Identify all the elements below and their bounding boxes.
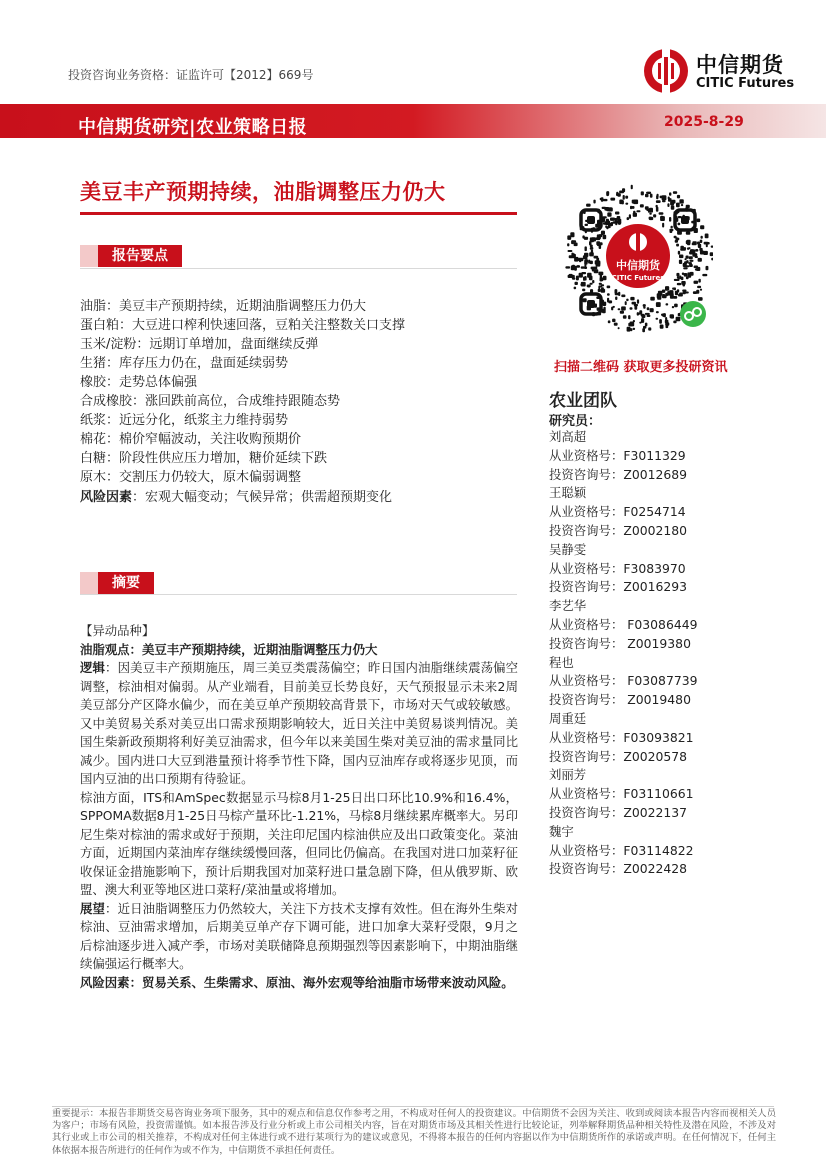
team-line: 王聪颖 bbox=[549, 485, 587, 501]
team-line: 投资咨询号：Z0002180 bbox=[549, 522, 688, 538]
team-line: 吴静雯 bbox=[549, 541, 587, 557]
team-line: 刘丽芳 bbox=[549, 767, 587, 783]
qr-caption: 扫描二维码 获取更多投研资讯 bbox=[554, 360, 728, 375]
key-points-tab: 报告要点 bbox=[80, 245, 182, 267]
key-point-item bbox=[80, 449, 327, 468]
team-subtitle: 研究员： bbox=[549, 414, 602, 429]
team-line: 魏宇 bbox=[549, 823, 574, 839]
team-list bbox=[549, 428, 697, 879]
license-text: 投资咨询业务资格：证监许可【2012】669号 bbox=[68, 68, 314, 82]
key-point-label: 合成橡胶： bbox=[80, 394, 146, 409]
team-title: 农业团队 bbox=[549, 391, 617, 411]
banner-title: 中信期货研究|农业策略日报 bbox=[78, 117, 308, 138]
key-point-item bbox=[80, 335, 318, 354]
logic-label: 逻辑 bbox=[80, 660, 106, 675]
key-point-label: 玉米/淀粉： bbox=[80, 337, 150, 352]
team-line: 投资咨询号： Z0019480 bbox=[549, 692, 691, 708]
key-point-text: 美豆丰产预期持续，近期油脂调整压力仍大 bbox=[119, 299, 367, 314]
key-point-label: 白糖： bbox=[80, 451, 120, 466]
team-line: 投资咨询号：Z0022137 bbox=[549, 804, 688, 820]
team-line: 从业资格号：F03093821 bbox=[549, 729, 694, 745]
section-divider bbox=[80, 594, 517, 595]
key-point-label: 棉花： bbox=[80, 432, 120, 447]
key-point-item bbox=[80, 430, 301, 449]
team-line: 从业资格号：F3011329 bbox=[549, 447, 686, 463]
citic-logo-icon bbox=[642, 47, 690, 95]
team-line: 李艺华 bbox=[549, 598, 587, 614]
team-line: 从业资格号：F3083970 bbox=[549, 560, 686, 576]
view-label: 油脂观点： bbox=[80, 641, 142, 657]
key-point-item bbox=[80, 392, 340, 411]
abstract-tab: 摘要 bbox=[80, 572, 154, 594]
key-point-label: 油脂： bbox=[80, 299, 120, 314]
team-line: 投资咨询号：Z0016293 bbox=[549, 579, 688, 595]
key-point-item bbox=[80, 411, 288, 430]
key-point-label: 生猪： bbox=[80, 356, 120, 371]
abstract-view bbox=[80, 641, 518, 660]
report-date: 2025-8-29 bbox=[664, 114, 744, 130]
team-line: 从业资格号： F03087739 bbox=[549, 673, 698, 689]
qr-center-en: CITIC Futures bbox=[611, 274, 665, 282]
disclaimer: 重要提示：本报告非期货交易咨询业务项下服务，其中的观点和信息仅作参考之用，不构成对任何人的投资建议。中信期货不会因为关注、收到或阅读本报告内容而视相关人员为客户；市场有风险，投资需谨慎。如本报告涉及行业分析或上市公司相关内容，旨在对期货市场及其相关性进行比较论证，列举解释期货品种相关特性及潜在风险，不涉及对其行业或上市公司的相关推荐，不构成对任何主体进行或不进行某项行为的建议或意见，不得将本报告的任何内容据以作为中信期货所作的承诺或声明。在任何情况下，任何主体依据本报告所进行的任何作为或不作为，中信期货不承担任何责任。 bbox=[52, 1108, 776, 1156]
headline-underline bbox=[80, 212, 517, 215]
key-points-risk bbox=[80, 488, 392, 507]
key-point-label: 蛋白粕： bbox=[80, 318, 133, 333]
footer-divider bbox=[52, 1106, 774, 1107]
key-point-text: 远期订单增加，盘面继续反弹 bbox=[149, 337, 319, 352]
team-line: 从业资格号：F0254714 bbox=[549, 504, 686, 520]
report-headline: 美豆丰产预期持续，油脂调整压力仍大 bbox=[80, 180, 446, 204]
key-point-item bbox=[80, 373, 197, 392]
abstract-body bbox=[80, 622, 518, 992]
team-line: 投资咨询号：Z0020578 bbox=[549, 748, 688, 764]
key-point-text: 交割压力仍较大，原木偏弱调整 bbox=[119, 470, 302, 485]
abstract-logic bbox=[80, 659, 518, 789]
key-point-text: 走势总体偏强 bbox=[119, 375, 198, 390]
team-line: 从业资格号： F03086449 bbox=[549, 616, 698, 632]
key-point-label: 原木： bbox=[80, 470, 120, 485]
key-point-item bbox=[80, 468, 301, 487]
team-line: 程也 bbox=[549, 654, 574, 670]
risk-label: 风险因素 bbox=[80, 490, 133, 505]
key-point-text: 阶段性供应压力增加，糖价延续下跌 bbox=[119, 451, 328, 466]
key-point-label: 橡胶： bbox=[80, 375, 120, 390]
section-divider bbox=[80, 268, 517, 269]
view-text: 美豆丰产预期持续，近期油脂调整压力仍大 bbox=[141, 641, 378, 657]
team-line: 投资咨询号：Z0022428 bbox=[549, 861, 688, 877]
qr-center-cn: 中信期货 bbox=[616, 259, 660, 272]
abstract-risk-label: 风险因素 bbox=[80, 974, 130, 990]
key-point-text: 棉价窄幅波动，关注收购预期价 bbox=[119, 432, 302, 447]
key-point-item bbox=[80, 297, 366, 316]
team-line: 从业资格号：F03110661 bbox=[549, 786, 694, 802]
team-line: 从业资格号：F03114822 bbox=[549, 842, 694, 858]
company-logo bbox=[642, 47, 802, 97]
outlook-label: 展望 bbox=[80, 900, 106, 916]
qr-code[interactable] bbox=[563, 166, 713, 346]
logic-text: ：因美豆丰产预期施压，周三美豆类震荡偏空；昨日国内油脂继续震荡偏空调整，棕油相对偏弱。从产业端看，目前美豆长势良好，天气预报显示未来2周美豆部分产区降水偏少，而在美豆单产预期较高背景下，市场对天气或较敏感。又中美贸易关系对美豆出口需求预期影响较大，近日关注中美贸易谈判情况。美国生柴新政预期将利好美豆油需求，但今年以来美国生柴对美豆油的需求量同比减少。国内进口大豆到港量预计将季节性下降，国内豆油库存或将逐步见顶，而国内豆油的出口预期有待验证。 bbox=[80, 660, 519, 786]
qr-code-icon bbox=[563, 166, 713, 346]
key-point-label: 纸浆： bbox=[80, 413, 120, 428]
risk-text: ：宏观大幅变动；气候异常；供需超预期变化 bbox=[132, 490, 393, 505]
key-point-text: 涨回跌前高位，合成维持跟随态势 bbox=[145, 394, 341, 409]
outlook-text: ：近日油脂调整压力仍然较大，关注下方技术支撑有效性。但在海外生柴对棕油、豆油需求增加，后期美豆单产存下调可能，进口加拿大菜籽受限，9月之后棕油逐步进入减产季，市场对美联储降息预期强烈等因素影响下，中期油脂继续偏强运行概率大。 bbox=[80, 900, 519, 971]
abstract-risk-text: ：贸易关系、生柴需求、原油、海外宏观等给油脂市场带来波动风险。 bbox=[129, 974, 514, 990]
team-line: 周重廷 bbox=[549, 710, 587, 726]
key-point-text: 近远分化，纸浆主力维持弱势 bbox=[119, 413, 289, 428]
team-line: 投资咨询号： Z0019380 bbox=[549, 635, 691, 651]
logo-text-en: CITIC Futures bbox=[696, 76, 795, 91]
team-line: 投资咨询号：Z0012689 bbox=[549, 466, 688, 482]
abstract-outlook bbox=[80, 900, 518, 974]
key-point-text: 大豆进口榨利快速回落，豆粕关注整数关口支撑 bbox=[132, 318, 406, 333]
key-point-item bbox=[80, 354, 288, 373]
team-line: 刘高超 bbox=[549, 429, 587, 444]
abstract-category: 【异动品种】 bbox=[80, 623, 155, 638]
abstract-palm: 棕油方面，ITS和AmSpec数据显示马棕8月1-25日出口环比10.9%和16.4%，SPPOMA数据8月1-25日马棕产量环比-1.21%，马棕8月继续累库概率大。另印尼生柴对棕油的需求或好于预期，关注印尼国内棕油供应及出口政策变化。菜油方面，近期国内菜油库存继续缓慢回落，但同比仍偏高。在我国对进口加菜籽征收保证金措施影响下，预计后期我国对加菜籽进口量急剧下降，但从俄罗斯、欧盟、澳大利亚等地区进口菜籽/菜油量或将增加。 bbox=[80, 789, 518, 897]
abstract-risk bbox=[80, 974, 518, 993]
key-point-item bbox=[80, 316, 405, 335]
logo-text-cn: 中信期货 bbox=[696, 53, 784, 77]
key-point-text: 库存压力仍在，盘面延续弱势 bbox=[119, 356, 289, 371]
